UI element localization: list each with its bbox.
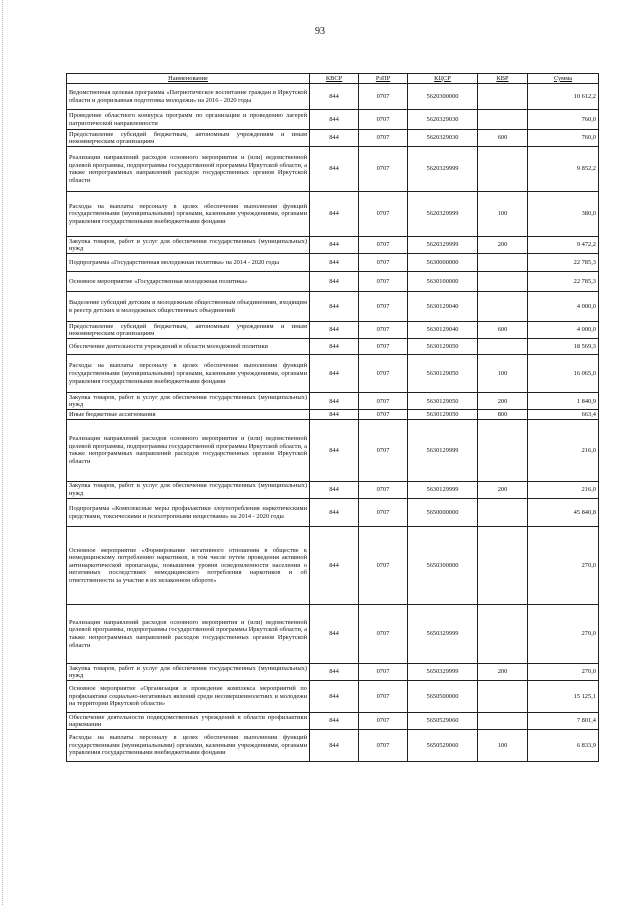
cell-kvr	[478, 84, 528, 110]
table-row	[67, 730, 599, 762]
cell-sum: 16 065,0	[528, 355, 599, 393]
cell-kcsr: 5650529060	[408, 713, 478, 730]
table-row	[67, 192, 599, 237]
cell-sum: 270,0	[528, 605, 599, 664]
cell-kvsr: 844	[310, 272, 359, 292]
cell-kvr: 200	[478, 481, 528, 498]
cell-kcsr: 5650300000	[408, 527, 478, 605]
table-row	[67, 393, 599, 410]
cell-rzpr: 0707	[359, 339, 408, 355]
cell-name: Основное мероприятие «Формирование негативного отношения в обществе к немедицинскому потреблению наркотиков, в том числе путем проведения активной антинаркотической пропаганды, повышения уровня осведомленности населения о негативных последствиях немедицинского потребления наркотиков и об ответственности за участие в их незаконном обороте»	[67, 527, 310, 605]
cell-name: Основное мероприятие «Государственная молодежная политика»	[67, 272, 310, 292]
binding-margin	[2, 0, 7, 905]
table-row	[67, 527, 599, 605]
cell-kcsr: 5630000000	[408, 254, 478, 272]
cell-kvsr: 844	[310, 339, 359, 355]
cell-kvsr: 844	[310, 481, 359, 498]
cell-name: Реализация направлений расходов основного мероприятия и (или) ведомственной целевой программы, подпрограммы государственной программы Иркутской области, а также непрограммных направлений расходов государственных органов Иркутской области	[67, 419, 310, 481]
cell-sum: 22 785,3	[528, 272, 599, 292]
cell-rzpr: 0707	[359, 713, 408, 730]
cell-kvr	[478, 681, 528, 713]
header-sum: Сумма	[528, 74, 599, 84]
cell-kcsr: 5620329030	[408, 130, 478, 147]
cell-kcsr: 5650329999	[408, 664, 478, 681]
cell-kvsr: 844	[310, 192, 359, 237]
cell-sum: 15 125,1	[528, 681, 599, 713]
cell-sum: 4 000,0	[528, 292, 599, 322]
cell-name: Выделение субсидий детским и молодежным общественным объединениям, входящим в реестр детских и молодежных общественных объединений	[67, 292, 310, 322]
cell-kvr	[478, 605, 528, 664]
header-rzpr: РзПР	[359, 74, 408, 84]
cell-name: Проведение областного конкурса программ по организации и проведению лагерей патриотической направленности	[67, 110, 310, 130]
cell-name: Подпрограмма «Комплексные меры профилактики злоупотребления наркотическими средствами, токсическими и психотропными веществами» на 2014 - 2020 годы	[67, 499, 310, 527]
table-row	[67, 605, 599, 664]
table-row	[67, 664, 599, 681]
cell-kvsr: 844	[310, 664, 359, 681]
cell-kvsr: 844	[310, 499, 359, 527]
cell-kvsr: 844	[310, 130, 359, 147]
cell-sum: 45 840,8	[528, 499, 599, 527]
cell-kvsr: 844	[310, 110, 359, 130]
cell-kvsr: 844	[310, 730, 359, 762]
table-row	[67, 237, 599, 254]
cell-rzpr: 0707	[359, 322, 408, 339]
cell-name: Расходы на выплаты персоналу в целях обеспечения выполнения функций государственными (муниципальными) органами, казенными учреждениями, органами управления государственными внебюджетными фондами	[67, 355, 310, 393]
cell-rzpr: 0707	[359, 254, 408, 272]
table-row	[67, 292, 599, 322]
cell-kcsr: 5630129050	[408, 410, 478, 420]
cell-kvsr: 844	[310, 419, 359, 481]
table-row	[67, 322, 599, 339]
cell-sum: 1 840,9	[528, 393, 599, 410]
cell-kcsr: 5650500000	[408, 681, 478, 713]
cell-name: Реализация направлений расходов основного мероприятия и (или) ведомственной целевой программы, подпрограммы государственной программы Иркутской области, а также непрограммных направлений расходов государственных органов Иркутской области	[67, 147, 310, 192]
cell-name: Закупка товаров, работ и услуг для обеспечения государственных (муниципальных) нужд	[67, 393, 310, 410]
budget-table	[66, 73, 599, 762]
cell-kvsr: 844	[310, 355, 359, 393]
cell-name: Закупка товаров, работ и услуг для обеспечения государственных (муниципальных) нужд	[67, 664, 310, 681]
cell-kvr: 200	[478, 664, 528, 681]
cell-kvsr: 844	[310, 237, 359, 254]
cell-rzpr: 0707	[359, 481, 408, 498]
cell-sum: 216,0	[528, 419, 599, 481]
cell-kvsr: 844	[310, 527, 359, 605]
cell-kvr	[478, 419, 528, 481]
cell-kcsr: 5630129050	[408, 355, 478, 393]
table-row	[67, 681, 599, 713]
cell-sum: 9 472,2	[528, 237, 599, 254]
table-row	[67, 410, 599, 420]
cell-name: Иные бюджетные ассигнования	[67, 410, 310, 420]
cell-kvr	[478, 527, 528, 605]
cell-name: Ведомственная целевая программа «Патриотическое воспитание граждан в Иркутской области и допризывная подготовка молодежи» на 2016 - 2020 годы	[67, 84, 310, 110]
page-number: 93	[315, 26, 325, 37]
cell-sum: 760,0	[528, 130, 599, 147]
header-kvsr: КВСР	[310, 74, 359, 84]
cell-sum: 760,0	[528, 110, 599, 130]
cell-rzpr: 0707	[359, 664, 408, 681]
cell-rzpr: 0707	[359, 110, 408, 130]
cell-kcsr: 5630129040	[408, 322, 478, 339]
table-row	[67, 339, 599, 355]
cell-kcsr: 5620329999	[408, 192, 478, 237]
cell-kvsr: 844	[310, 147, 359, 192]
cell-rzpr: 0707	[359, 419, 408, 481]
table-row	[67, 481, 599, 498]
cell-kcsr: 5630129050	[408, 339, 478, 355]
cell-rzpr: 0707	[359, 499, 408, 527]
cell-kvsr: 844	[310, 605, 359, 664]
cell-name: Предоставление субсидий бюджетным, автономным учреждениям и иным некоммерческим организациям	[67, 130, 310, 147]
cell-name: Закупка товаров, работ и услуг для обеспечения государственных (муниципальных) нужд	[67, 237, 310, 254]
cell-sum: 216,0	[528, 481, 599, 498]
cell-name: Расходы на выплаты персоналу в целях обеспечения выполнения функций государственными (муниципальными) органами, казенными учреждениями, органами управления государственными внебюджетными фондами	[67, 192, 310, 237]
cell-rzpr: 0707	[359, 730, 408, 762]
cell-kvr	[478, 110, 528, 130]
table-row	[67, 130, 599, 147]
cell-kvsr: 844	[310, 410, 359, 420]
cell-kvr: 200	[478, 393, 528, 410]
table-row	[67, 272, 599, 292]
cell-sum: 380,0	[528, 192, 599, 237]
cell-rzpr: 0707	[359, 410, 408, 420]
cell-sum: 270,0	[528, 527, 599, 605]
cell-kvsr: 844	[310, 713, 359, 730]
cell-rzpr: 0707	[359, 393, 408, 410]
cell-name: Расходы на выплаты персоналу в целях обеспечения выполнения функций государственными (муниципальными) органами, казенными учреждениями, органами управления государственными внебюджетными фондами	[67, 730, 310, 762]
cell-rzpr: 0707	[359, 292, 408, 322]
cell-name: Обеспечение деятельности подведомственных учреждений в области профилактики наркомании	[67, 713, 310, 730]
cell-kvsr: 844	[310, 84, 359, 110]
cell-kvr	[478, 339, 528, 355]
cell-rzpr: 0707	[359, 527, 408, 605]
cell-kcsr: 5650329999	[408, 605, 478, 664]
cell-kvr: 600	[478, 322, 528, 339]
header-name: Наименование	[67, 74, 310, 84]
cell-kvr: 600	[478, 130, 528, 147]
cell-kvsr: 844	[310, 681, 359, 713]
cell-kvr: 200	[478, 237, 528, 254]
cell-rzpr: 0707	[359, 681, 408, 713]
cell-kcsr: 5620329030	[408, 110, 478, 130]
table-row	[67, 254, 599, 272]
cell-sum: 18 569,3	[528, 339, 599, 355]
table-row	[67, 355, 599, 393]
cell-rzpr: 0707	[359, 355, 408, 393]
cell-kcsr: 5650529060	[408, 730, 478, 762]
cell-kcsr: 5620300000	[408, 84, 478, 110]
cell-kvsr: 844	[310, 292, 359, 322]
cell-kcsr: 5630129040	[408, 292, 478, 322]
table-body	[67, 84, 599, 762]
header-kcsr: КЦСР	[408, 74, 478, 84]
cell-kvr	[478, 272, 528, 292]
cell-sum: 7 801,4	[528, 713, 599, 730]
cell-rzpr: 0707	[359, 192, 408, 237]
cell-name: Реализация направлений расходов основного мероприятия и (или) ведомственной целевой программы, подпрограммы государственной программы Иркутской области, а также непрограммных направлений расходов государственных органов Иркутской области	[67, 605, 310, 664]
cell-kvr	[478, 147, 528, 192]
cell-name: Предоставление субсидий бюджетным, автономным учреждениям и иным некоммерческим организациям	[67, 322, 310, 339]
cell-sum: 6 833,9	[528, 730, 599, 762]
cell-kvsr: 844	[310, 393, 359, 410]
cell-kvr	[478, 254, 528, 272]
cell-name: Подпрограмма «Государственная молодежная политика» на 2014 - 2020 годы	[67, 254, 310, 272]
cell-sum: 9 852,2	[528, 147, 599, 192]
cell-rzpr: 0707	[359, 605, 408, 664]
table-row	[67, 419, 599, 481]
cell-rzpr: 0707	[359, 84, 408, 110]
cell-kvr	[478, 292, 528, 322]
cell-kvr	[478, 713, 528, 730]
cell-sum: 4 000,0	[528, 322, 599, 339]
cell-sum: 663,4	[528, 410, 599, 420]
cell-kvr: 100	[478, 192, 528, 237]
cell-kcsr: 5630129999	[408, 419, 478, 481]
cell-kvr: 800	[478, 410, 528, 420]
cell-kvr: 100	[478, 355, 528, 393]
cell-kcsr: 5620329999	[408, 237, 478, 254]
cell-kvr	[478, 499, 528, 527]
table-row	[67, 84, 599, 110]
cell-rzpr: 0707	[359, 130, 408, 147]
table-header-row	[67, 74, 599, 84]
cell-kvsr: 844	[310, 322, 359, 339]
cell-rzpr: 0707	[359, 147, 408, 192]
cell-name: Обеспечение деятельности учреждений в области молодежной политики	[67, 339, 310, 355]
cell-kcsr: 5630129050	[408, 393, 478, 410]
table-row	[67, 499, 599, 527]
cell-name: Основное мероприятие «Организация и проведение комплекса мероприятий по профилактике социально-негативных явлений среди несовершеннолетних и молодежи на территории Иркутской области»	[67, 681, 310, 713]
cell-sum: 10 612,2	[528, 84, 599, 110]
cell-kcsr: 5630100000	[408, 272, 478, 292]
table-row	[67, 713, 599, 730]
cell-kcsr: 5630129999	[408, 481, 478, 498]
cell-sum: 270,0	[528, 664, 599, 681]
cell-kvsr: 844	[310, 254, 359, 272]
table-row	[67, 110, 599, 130]
header-kvr: КВР	[478, 74, 528, 84]
cell-kcsr: 5650000000	[408, 499, 478, 527]
cell-rzpr: 0707	[359, 237, 408, 254]
cell-kvr: 100	[478, 730, 528, 762]
cell-kcsr: 5620329999	[408, 147, 478, 192]
cell-sum: 22 785,3	[528, 254, 599, 272]
cell-name: Закупка товаров, работ и услуг для обеспечения государственных (муниципальных) нужд	[67, 481, 310, 498]
cell-rzpr: 0707	[359, 272, 408, 292]
table-row	[67, 147, 599, 192]
